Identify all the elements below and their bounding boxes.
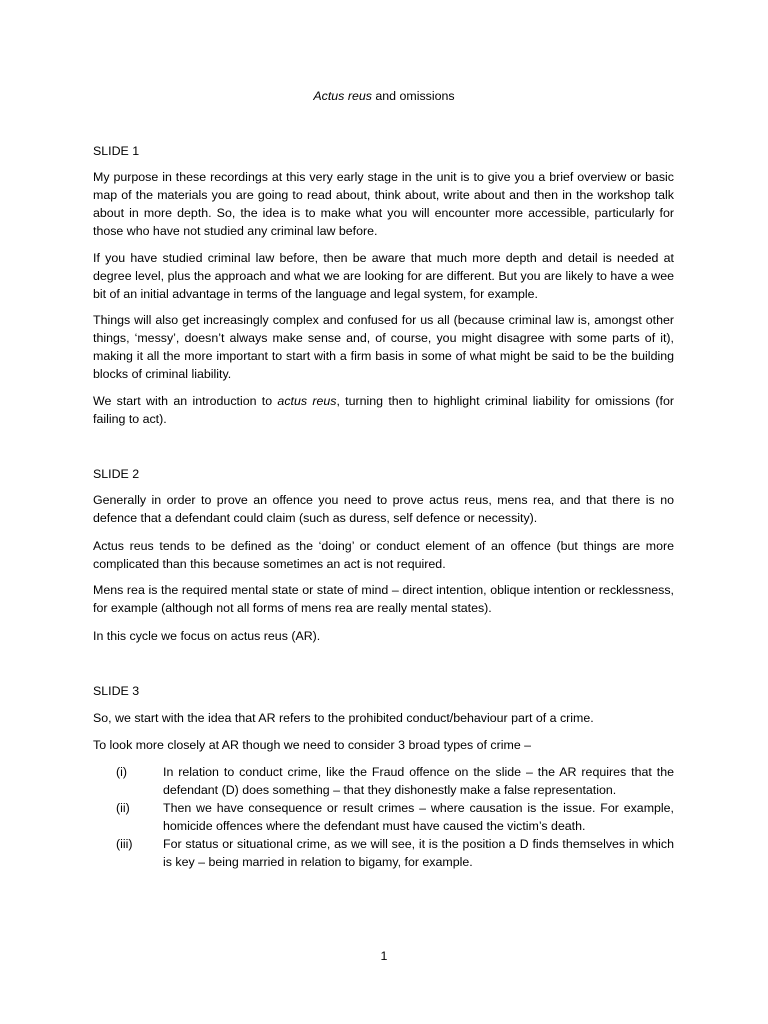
- list-item-text: In relation to conduct crime, like the Fraud offence on the slide – the AR requires that the defendant (D) does something – that they dishonestly make a false representation.: [163, 765, 674, 797]
- list-item-number: (iii): [116, 837, 133, 851]
- slide-1-paragraph-1: My purpose in these recordings at this very early stage in the unit is to give you a brief overview or basic map of the materials you are going to read about, think about, write about and then in the workshop talk about in more depth. So, the idea is to make what you will encounter more accessible, particularly for those who have not studied any criminal law before.: [93, 170, 674, 238]
- list-item: [93, 799, 674, 835]
- list-item-text: Then we have consequence or result crimes – where causation is the issue. For example, homicide offences where the defendant must have caused the victim’s death.: [163, 801, 674, 833]
- slide-1-p4-end: , turning then to highlight criminal liability for omissions (for failing to act).: [93, 394, 674, 426]
- list-item-number: (i): [116, 765, 128, 779]
- document-title: [0, 87, 768, 105]
- slide-1-paragraph-2: If you have studied criminal law before, then be aware that much more depth and detail is needed at degree level, plus the approach and what we are looking for are different. But you are likely to have a wee bit of an initial advantage in terms of the language and legal system, for example.: [93, 251, 674, 301]
- slide-3-paragraph-2: To look more closely at AR though we need to consider 3 broad types of crime –: [93, 738, 532, 752]
- slide-3-paragraph-1: So, we start with the idea that AR refers to the prohibited conduct/behaviour part of a crime.: [93, 711, 594, 725]
- slide-1-paragraph-4: [93, 392, 674, 428]
- slide-1-p4-start: We start with an introduction to: [93, 394, 278, 408]
- list-item: [93, 835, 674, 871]
- list-item-text: For status or situational crime, as we will see, it is the position a D finds themselves in which is key – being married in relation to bigamy, for example.: [163, 837, 674, 869]
- slide-1-heading: SLIDE 1: [93, 144, 140, 158]
- slide-3-heading: SLIDE 3: [93, 684, 140, 698]
- title-rest: and omissions: [371, 89, 455, 103]
- slide-2-paragraph-3: Mens rea is the required mental state or state of mind – direct intention, oblique intention or recklessness, for example (although not all forms of mens rea are really mental states).: [93, 583, 674, 615]
- title-emphasis: Actus reus: [313, 89, 372, 103]
- slide-2-heading: SLIDE 2: [93, 467, 140, 481]
- page-number: 1: [380, 949, 388, 963]
- slide-1-p4-emphasis: actus reus: [277, 394, 337, 408]
- slide-2-paragraph-4: In this cycle we focus on actus reus (AR).: [93, 629, 321, 643]
- list-item-number: (ii): [116, 801, 130, 815]
- slide-2-paragraph-1: Generally in order to prove an offence you need to prove actus reus, mens rea, and that there is no defence that a defendant could claim (such as duress, self defence or necessity).: [93, 493, 674, 525]
- list-item: [93, 763, 674, 799]
- crime-types-list: [93, 763, 674, 871]
- slide-1-paragraph-3: Things will also get increasingly complex and confused for us all (because criminal law is, amongst other things, ‘messy’, doesn’t always make sense and, of course, you might disagree with some parts of it), making it all the more important to start with a firm basis in some of what might be said to be the building blocks of criminal liability.: [93, 313, 674, 381]
- slide-2-paragraph-2: Actus reus tends to be defined as the ‘doing’ or conduct element of an offence (but things are more complicated than this because sometimes an act is not required.: [93, 539, 674, 571]
